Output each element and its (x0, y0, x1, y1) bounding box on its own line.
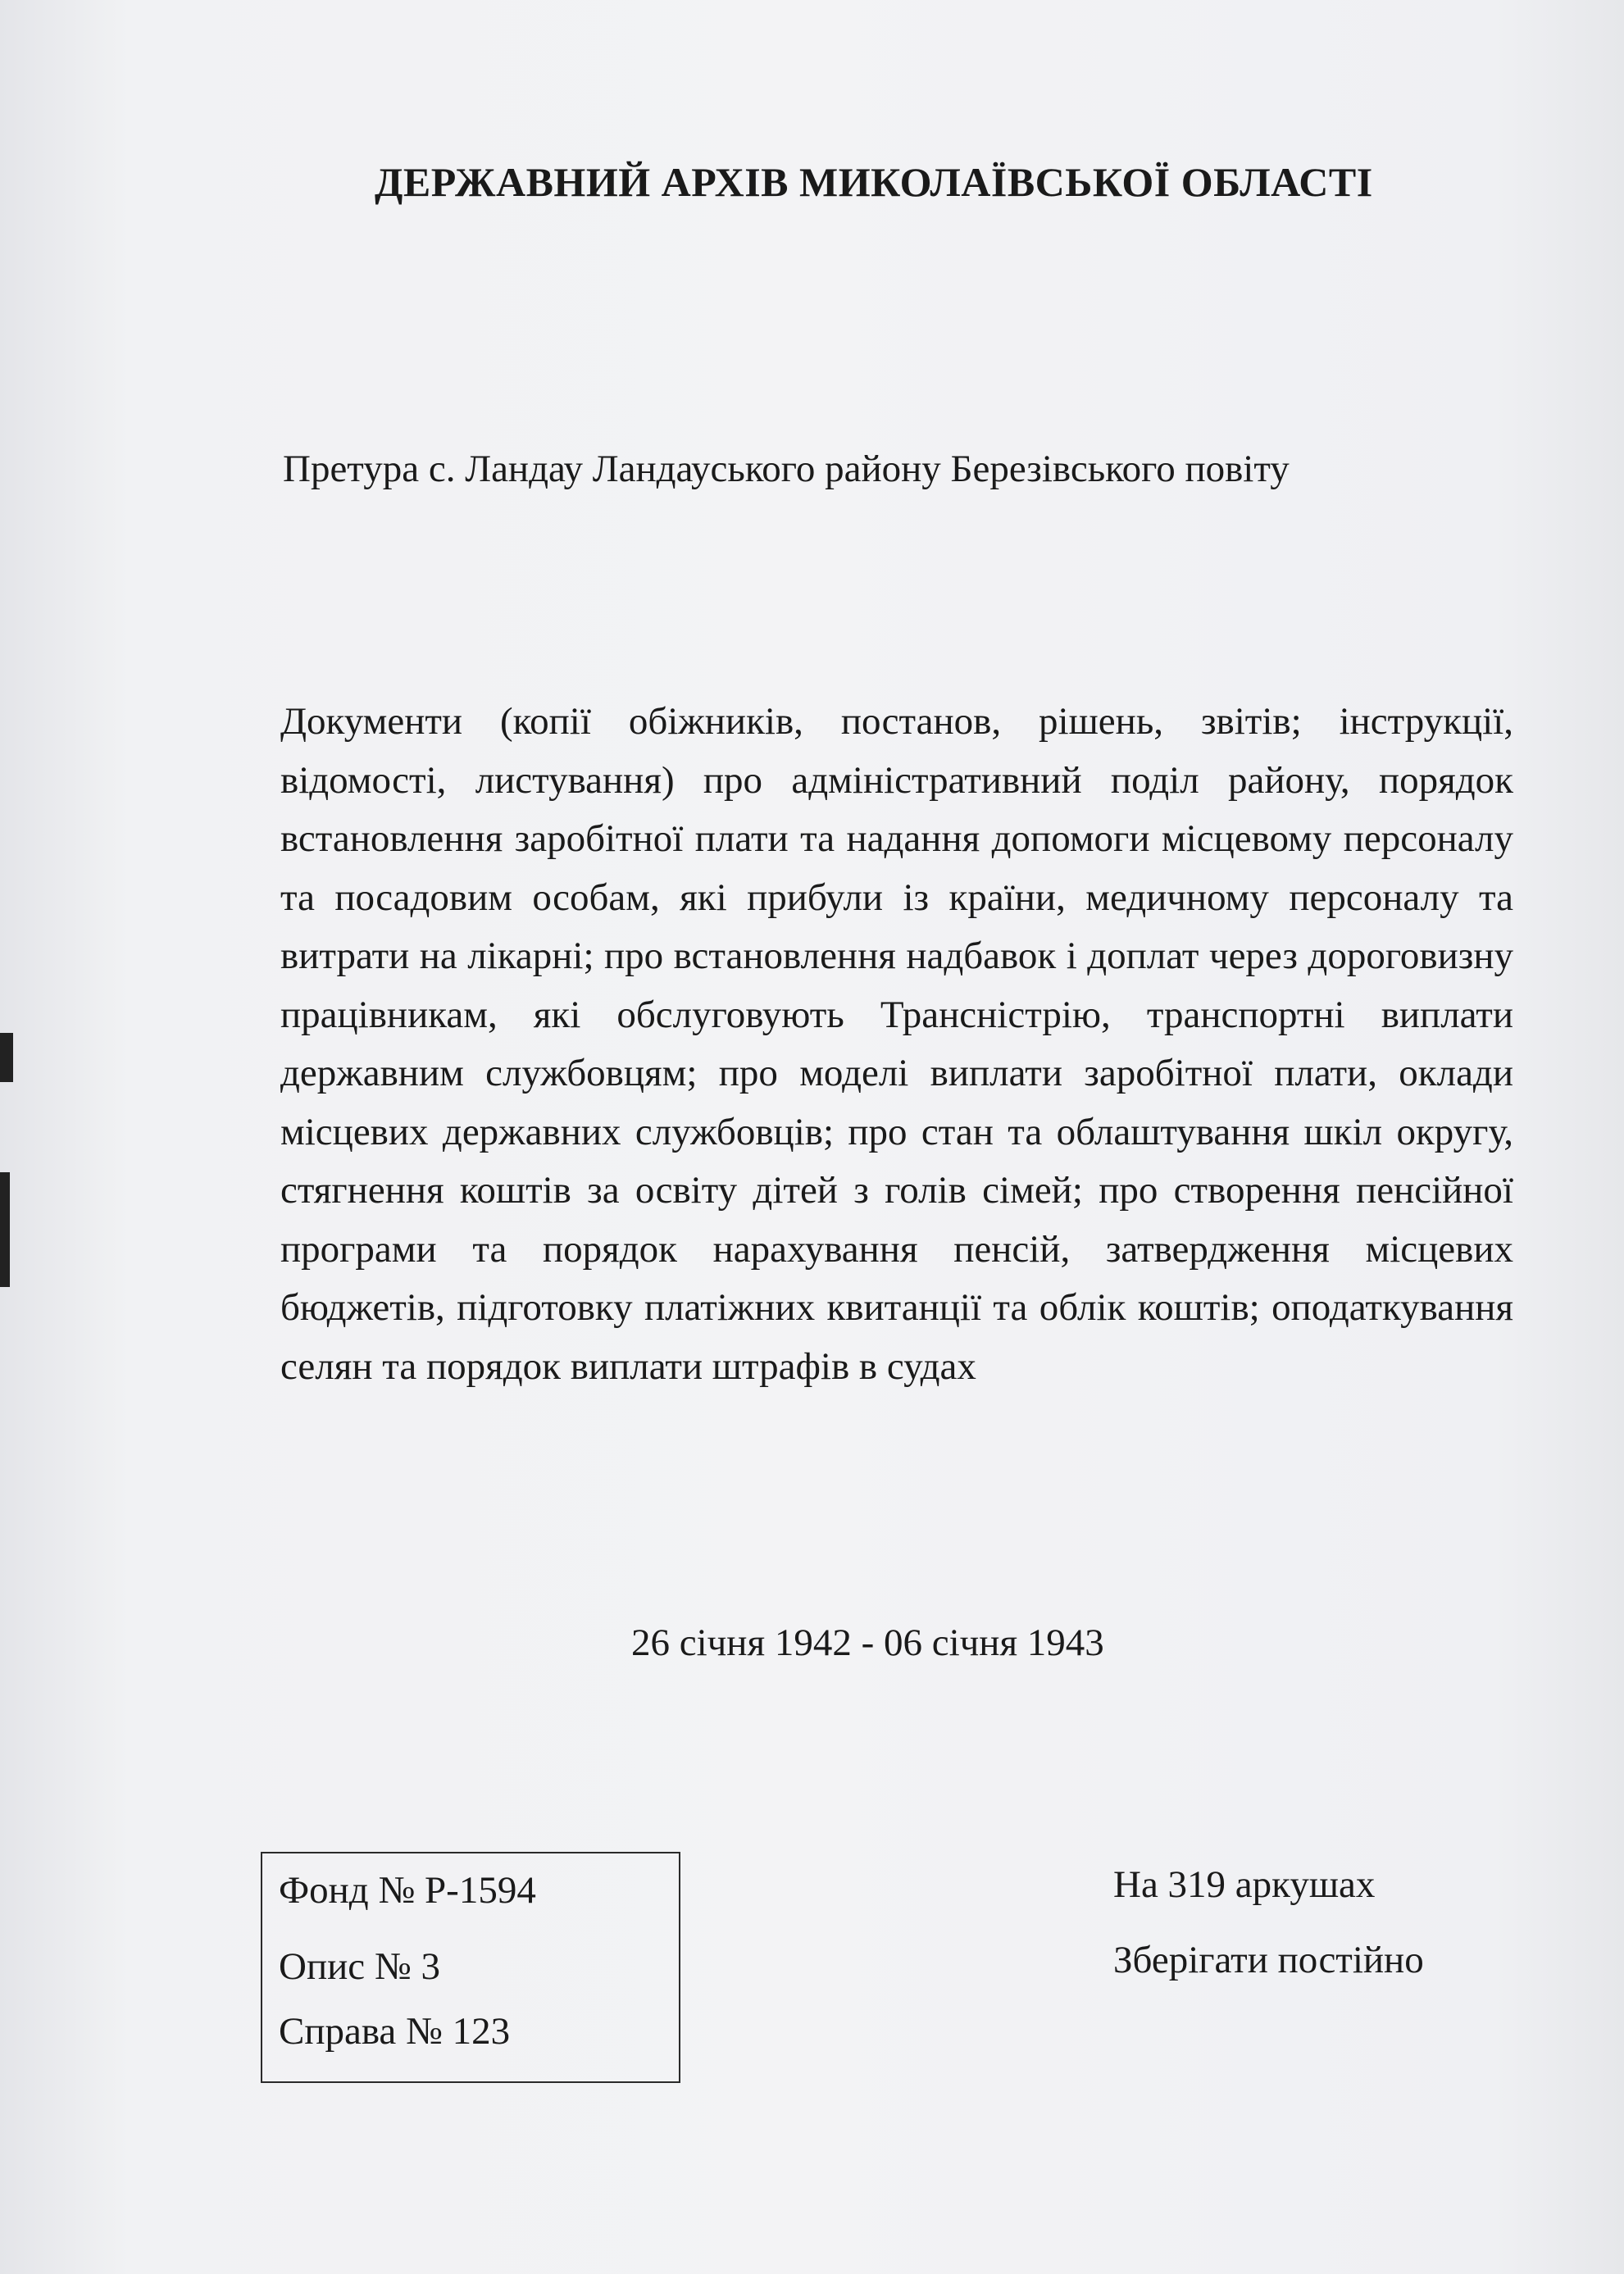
sprava-number: Справа № 123 (279, 2010, 511, 2053)
fund-creator: Претура с. Ландау Ландауського району Березівського повіту (283, 448, 1290, 490)
scan-edge-mark (0, 1033, 13, 1082)
file-description: Документи (копії обіжників, постанов, рішень, звітів; інструкції, відомості, листування) про адміністративний поділ району, порядок встановлення заробітної плати та надання допомоги місцевому персоналу та посадовим особам, які прибули із країни, медичному персоналу та витрати на лікарні; про встановлення надбавок і доплат через дороговизну працівникам, які обслуговують Трансністрію, транспортні виплати державним службовцям; про моделі виплати заробітної плати, оклади місцевих державних службовців; про стан та облаштування шкіл округу, стягнення коштів за освіту дітей з голів сімей; про створення пенсійної програми та порядок нарахування пенсій, затвердження місцевих бюджетів, підготовку платіжних квитанції та облік коштів; оподаткування селян та порядок виплати штрафів в судах (280, 700, 1513, 1388)
storage-term: Зберігати постійно (1113, 1939, 1424, 1981)
archive-title: ДЕРЖАВНИЙ АРХІВ МИКОЛАЇВСЬКОЇ ОБЛАСТІ (375, 159, 1373, 205)
sheet-count: На 319 аркушах (1113, 1863, 1376, 1906)
date-range: 26 січня 1942 - 06 січня 1943 (631, 1621, 1104, 1664)
scan-edge-mark (0, 1172, 10, 1287)
opys-number: Опис № 3 (279, 1945, 440, 1988)
archive-identifiers-box (261, 1852, 680, 2083)
fond-number: Фонд № Р-1594 (279, 1869, 536, 1912)
